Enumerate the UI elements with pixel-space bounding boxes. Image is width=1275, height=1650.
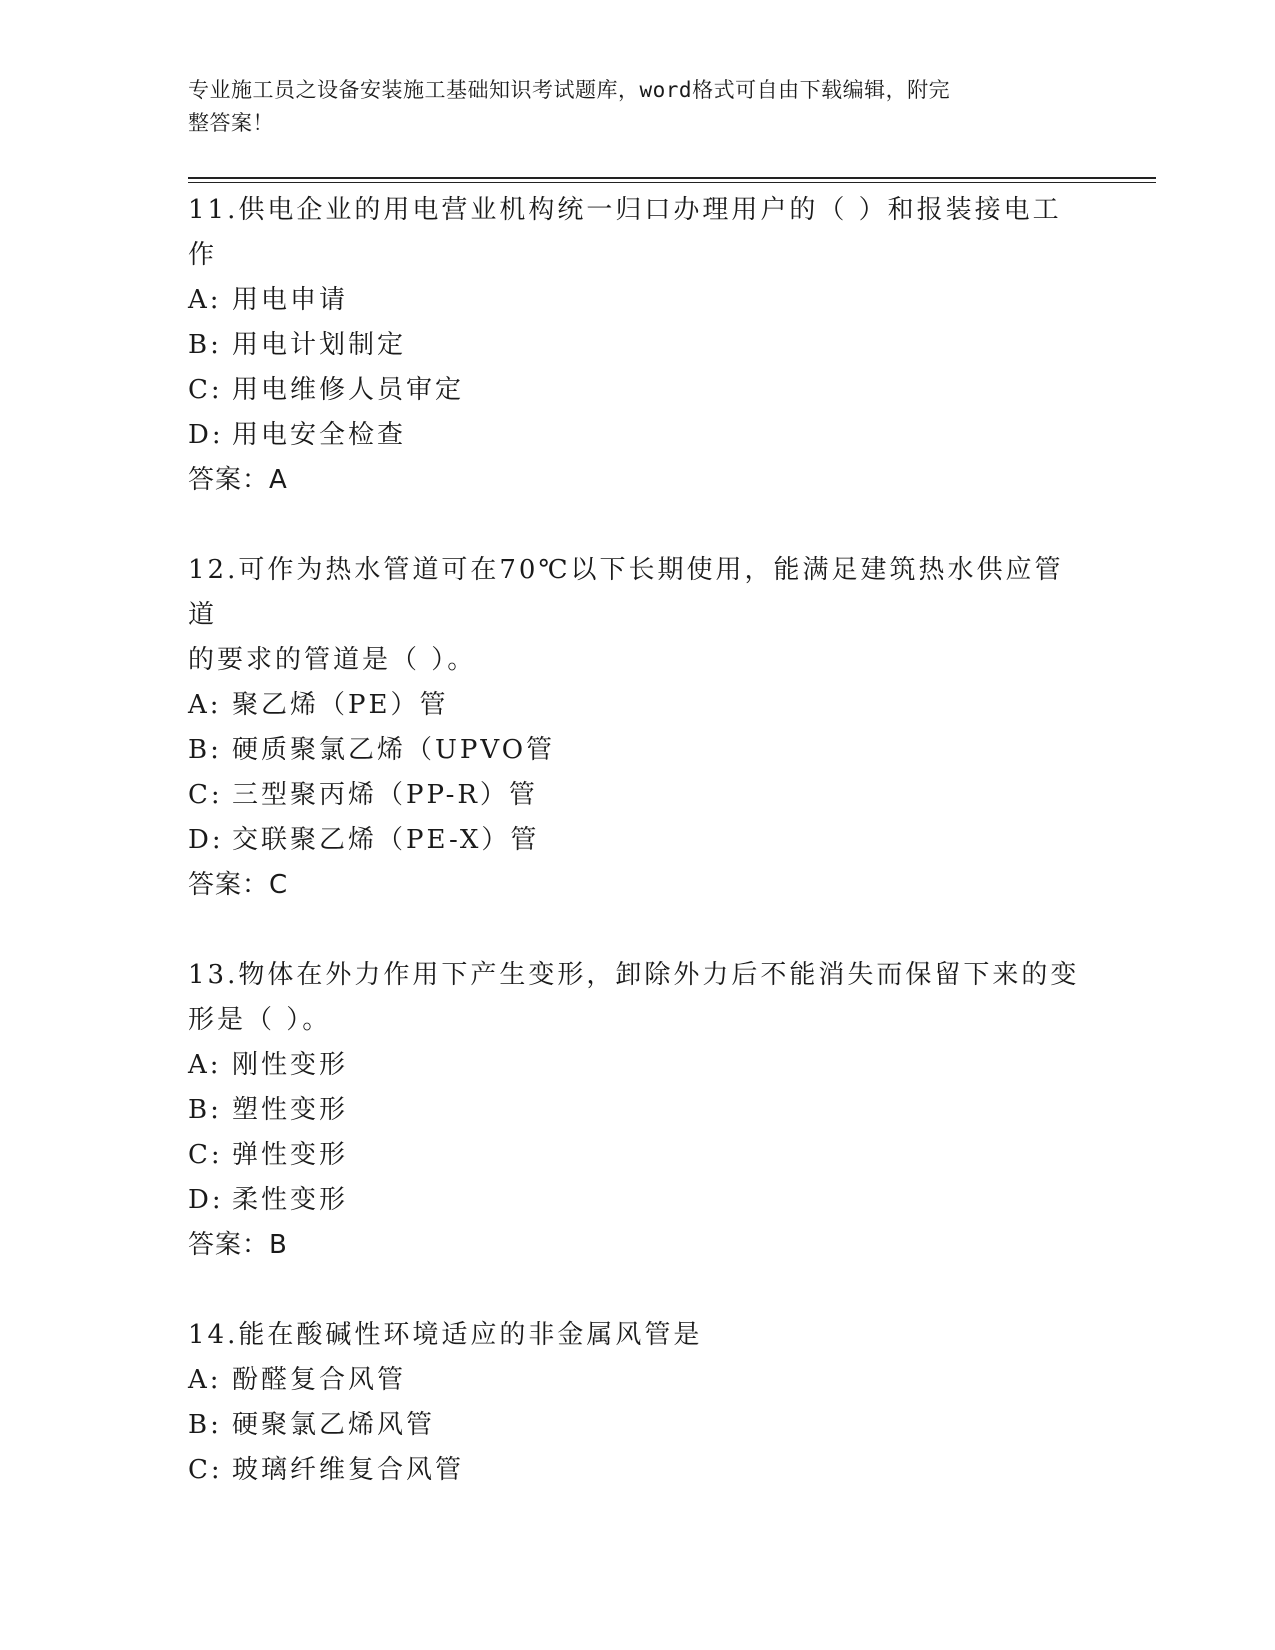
- question-stem: [188, 953, 1088, 998]
- question-number: 11.: [188, 195, 239, 225]
- option-label: A:: [188, 690, 222, 720]
- option-text: 用电安全检查: [232, 420, 407, 450]
- question-number: 13.: [188, 960, 239, 990]
- question-stem-line-1: 物体在外力作用下产生变形，卸除外力后不能消失而保留下来的变: [238, 960, 1080, 990]
- option-label: B:: [188, 735, 222, 765]
- option-text: 聚乙烯（PE）管: [232, 690, 449, 720]
- option-c: [188, 1133, 1088, 1178]
- option-text: 刚性变形: [232, 1050, 349, 1080]
- answer-line: 答案：C: [188, 870, 289, 900]
- question-stem: [188, 1313, 1088, 1358]
- option-a: [188, 1043, 1088, 1088]
- option-b: [188, 1088, 1088, 1133]
- option-label: A:: [188, 1050, 222, 1080]
- option-label: D:: [188, 420, 224, 450]
- option-d: [188, 818, 1088, 863]
- option-d: [188, 1178, 1088, 1223]
- option-text: 弹性变形: [232, 1140, 349, 1170]
- option-label: D:: [188, 1185, 224, 1215]
- option-text: 塑性变形: [232, 1095, 349, 1125]
- option-text: 硬聚氯乙烯风管: [232, 1410, 436, 1440]
- option-text: 三型聚丙烯（PP-R）管: [232, 780, 538, 810]
- question-list: [188, 188, 1088, 1538]
- option-text: 用电维修人员审定: [232, 375, 465, 405]
- question-stem: [188, 548, 1088, 638]
- question-stem-line-2: 作: [188, 240, 218, 270]
- header-divider-thick: [188, 177, 1156, 179]
- option-label: C:: [188, 780, 223, 810]
- option-c: [188, 1448, 1088, 1493]
- question-13: [188, 953, 1088, 1268]
- answer-line: 答案：A: [188, 465, 288, 495]
- option-a: [188, 278, 1088, 323]
- option-label: A:: [188, 285, 222, 315]
- option-label: B:: [188, 330, 222, 360]
- option-label: C:: [188, 1140, 223, 1170]
- option-label: B:: [188, 1095, 222, 1125]
- option-text: 用电申请: [232, 285, 349, 315]
- option-c: [188, 773, 1088, 818]
- document-header: [188, 74, 1088, 140]
- question-11: [188, 188, 1088, 503]
- question-stem-line-1: 可作为热水管道可在70℃以下长期使用，能满足建筑热水供应管道: [188, 555, 1064, 630]
- option-a: [188, 1358, 1088, 1403]
- option-b: [188, 323, 1088, 368]
- question-stem-line-2: 的要求的管道是（ ）。: [188, 645, 477, 675]
- option-d: [188, 413, 1088, 458]
- header-divider-thin: [188, 182, 1156, 183]
- question-number: 14.: [188, 1320, 239, 1350]
- option-a: [188, 683, 1088, 728]
- option-label: C:: [188, 375, 223, 405]
- option-label: C:: [188, 1455, 223, 1485]
- option-text: 柔性变形: [232, 1185, 349, 1215]
- option-label: A:: [188, 1365, 222, 1395]
- option-text: 玻璃纤维复合风管: [232, 1455, 465, 1485]
- option-label: D:: [188, 825, 224, 855]
- question-number: 12.: [188, 555, 239, 585]
- option-b: [188, 728, 1088, 773]
- question-12: [188, 548, 1088, 908]
- question-14: [188, 1313, 1088, 1493]
- answer-line: 答案：B: [188, 1230, 288, 1260]
- question-stem-line-2: 形是（ ）。: [188, 1005, 332, 1035]
- question-stem: [188, 188, 1088, 233]
- option-text: 硬质聚氯乙烯（UPVO管: [232, 735, 556, 765]
- option-text: 酚醛复合风管: [232, 1365, 407, 1395]
- question-stem-line-1: 供电企业的用电营业机构统一归口办理用户的（ ）和报装接电工: [238, 195, 1062, 225]
- header-title-line-2: 整答案！: [188, 111, 274, 135]
- option-label: B:: [188, 1410, 222, 1440]
- option-c: [188, 368, 1088, 413]
- option-text: 用电计划制定: [232, 330, 407, 360]
- question-stem-line-1: 能在酸碱性环境适应的非金属风管是: [238, 1320, 703, 1350]
- option-b: [188, 1403, 1088, 1448]
- option-text: 交联聚乙烯（PE-X）管: [232, 825, 540, 855]
- header-title-line-1: 专业施工员之设备安装施工基础知识考试题库，word格式可自由下载编辑，附完: [188, 78, 951, 102]
